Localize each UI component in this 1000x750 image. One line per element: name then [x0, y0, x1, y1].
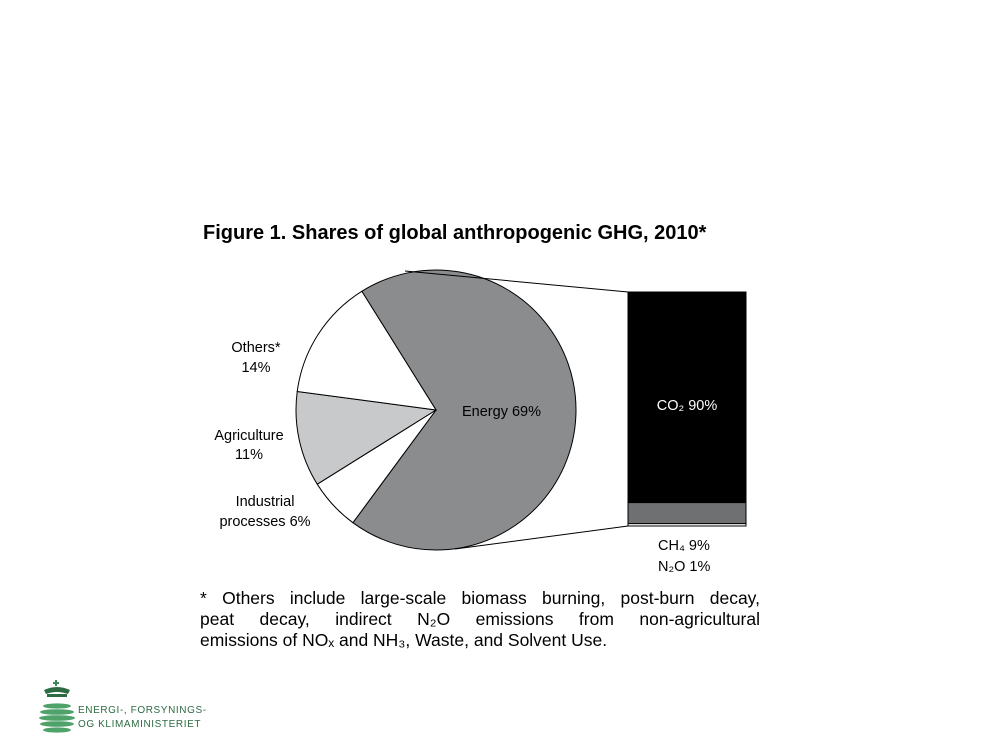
ministry-name-line-1: ENERGI-, FORSYNINGS- — [78, 705, 207, 716]
label-others-value: 14% — [241, 360, 271, 376]
footnote-line-1: * Others include large-scale biomass burning, post-burn decay, — [200, 588, 760, 608]
footnote-line-2: peat decay, indirect N₂O emissions from non-agricultural — [200, 609, 760, 629]
label-agriculture-value: 11% — [235, 447, 263, 463]
ministry-name — [78, 704, 207, 732]
bar-segment-ch4 — [628, 503, 746, 524]
ministry-name-line-2: OG KLIMAMINISTERIET — [78, 719, 202, 730]
label-ch4: CH₄ 9% — [658, 538, 710, 554]
label-industrial: Industrial — [235, 494, 295, 510]
label-energy: Energy 69% — [462, 404, 541, 420]
label-industrial-value: processes 6% — [219, 514, 311, 530]
label-co2: CO₂ 90% — [656, 398, 718, 414]
ministry-logo-icon — [38, 680, 76, 738]
footnote — [200, 588, 760, 651]
footnote-line-3: emissions of NOₓ and NH₃, Waste, and Solvent Use. — [200, 630, 608, 650]
label-agriculture: Agriculture — [214, 428, 284, 444]
bar-segment-n2o — [628, 524, 746, 526]
label-others: Others* — [231, 340, 281, 356]
label-n2o: N₂O 1% — [658, 559, 711, 575]
figure-title: Figure 1. Shares of global anthropogenic GHG, 2010* — [203, 222, 707, 244]
